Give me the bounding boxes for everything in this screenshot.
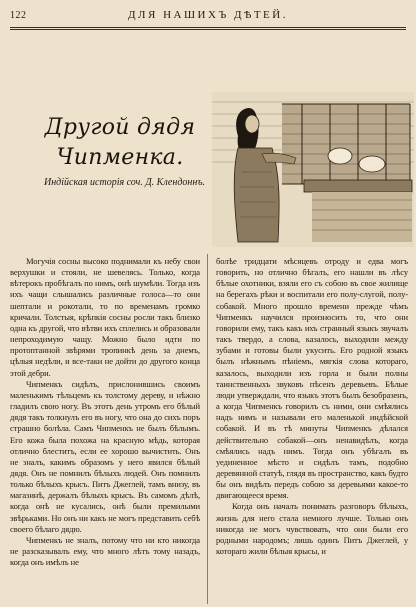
paragraph: Могучія сосны высоко поднимали къ небу свои верхушки и стояли, не шевелясь. Только, когда вѣтерокъ пробѣгалъ по нимъ, онѣ шумѣли. Тогда изъ ихъ чащи слышались различные голоса—то они шептали и рокотали, то по временамъ громко кричали. Толстыя, крѣпкія сосны росли такъ близко одна къ другой, что вѣтви ихъ сплелись и образовали непроходимую чащу. Можно было идти по протоптанной звѣрями тропинкѣ день за днемъ, цѣлыя недѣли, и все-таки не дойти до другого конца этой дебри. <box>10 256 200 378</box>
paragraph: Чипменкъ не зналъ, потому что ни кто никогда не разсказывалъ ему, что много лѣтъ тому назадъ, когда онъ имѣлъ не <box>10 534 200 568</box>
article-title <box>30 113 210 173</box>
right-text-column <box>216 256 408 604</box>
boy-with-squirrel-illustration-icon <box>212 92 414 247</box>
running-header <box>10 8 406 26</box>
paragraph: Чипменкъ сидѣлъ, прислонившись своимъ маленькимъ тѣльцемъ къ толстому дереву, и нѣжно гладилъ свою ногу. Въ этотъ день утромъ его бѣлый дядя такъ толкнулъ его въ ногу, что она до сихъ поръ страшно болѣла. Самъ Чипменкъ не былъ бѣлымъ. Его кожа была похожа на красную мѣдь, которая отлично блеститъ, если ее хорошо вычистить. Онъ не зналъ, какимъ образомъ у него явился бѣлый дядя. Онъ не помнилъ бѣлыхъ людей. Онъ помнилъ только бѣлыхъ крысъ. Питъ Джеглей, тамъ внизу, въ магазинѣ, держалъ бѣлыхъ крысъ. Въ самомъ дѣлѣ, когда онѣ не кусались, онѣ были премилыми звѣрьками. Но онъ ни какъ не могъ представить себѣ своего бѣлаго дядю. <box>10 378 200 534</box>
paragraph: болѣе тридцати мѣсяцевъ отроду и едва могъ говорить, но отлично бѣгалъ, его нашли въ лѣсу бѣлые охотники, взяли его съ собою въ свое жилище на берегахъ рѣки и воспитали его полу-слугой, полу-собакой. Много прошло времени прежде чѣмъ Чипменкъ научился произносить то, что они говорили ему, такъ какъ ихъ странный языкъ звучалъ такъ твердо, а слова, казалось, выходили между зубами и готовы были укусить. Его родной языкъ былъ нѣжнымъ пѣнiемъ, мягкiя слова котораго, казалось, выходили изъ горла и были полны таинственныхъ звуковъ пѣсенъ деревьевъ. Бѣлые люди утверждали, что языкъ этотъ былъ безобразенъ, а когда Чипменкъ говорилъ съ ними, они смѣялись надъ нимъ и называли его маленькой индѣйской собакой. И въ тѣ минуты Чипменкъ дѣлался действительно собакой—онъ ненавидѣлъ, когда смѣялись надъ нимъ. Тогда онъ убѣгалъ въ уединенное мѣсто и сидѣлъ тамъ, подобно деревянной статуѣ, глядя въ пространство, какъ будто бы онъ видѣлъ передъ собою за деревьями какое-то двигающееся время. <box>216 256 408 501</box>
left-text-column <box>10 256 200 604</box>
title-line-1: Другой дядя <box>44 115 196 140</box>
column-divider <box>207 254 208 604</box>
header-rule-bottom <box>10 29 406 30</box>
paragraph: Когда онъ началъ понимать разговоръ бѣлыхъ, жизнь для него стала немного лучше. Только онъ никогда не могъ чувствовать, что они были его родными народомъ; лишь одинъ Питъ Джеглей, у котораго жили бѣлыя крысы, и <box>216 501 408 557</box>
header-rule-top <box>10 27 406 28</box>
running-title: ДЛЯ НАШИХЪ ДѢТЕЙ. <box>128 9 288 21</box>
article-subtitle: Индійская исторія соч. Д. Клендоннъ. <box>44 177 206 188</box>
page-number: 122 <box>10 10 27 21</box>
title-line-2: Чипменка. <box>56 145 184 170</box>
